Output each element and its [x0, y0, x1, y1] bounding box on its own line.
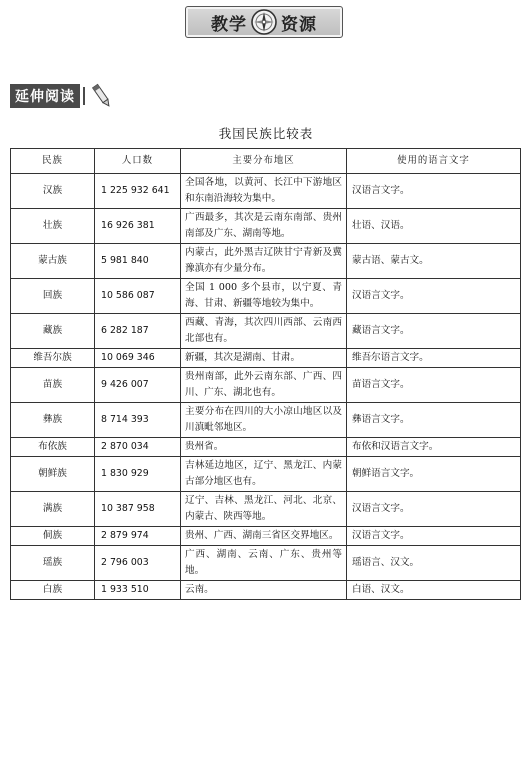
- header-banner: [185, 6, 343, 38]
- cell-distribution: 吉林延边地区，辽宁、黑龙江、内蒙古部分地区也有。: [181, 457, 347, 492]
- cell-distribution: 新疆，其次是湖南、甘肃。: [181, 349, 347, 368]
- cell-distribution: 全国 1 000 多个县市，以宁夏、青海、甘肃、新疆等地较为集中。: [181, 279, 347, 314]
- cell-ethnic-group: 壮族: [11, 209, 95, 244]
- cell-distribution: 贵州南部，此外云南东部、广西、四川、广东、湖北也有。: [181, 368, 347, 403]
- cell-population: 1 225 932 641: [95, 174, 181, 209]
- table-header-row: [11, 149, 521, 174]
- cell-distribution: 内蒙古，此外黑吉辽陕甘宁青新及冀豫滇亦有少量分布。: [181, 244, 347, 279]
- cell-language: 苗语言文字。: [347, 368, 521, 403]
- cell-distribution: 全国各地，以黄河、长江中下游地区和东南沿海较为集中。: [181, 174, 347, 209]
- cell-distribution: 贵州省。: [181, 438, 347, 457]
- table-row: [11, 438, 521, 457]
- table-row: [11, 368, 521, 403]
- cell-language: 壮语、汉语。: [347, 209, 521, 244]
- cell-language: 藏语言文字。: [347, 314, 521, 349]
- cell-ethnic-group: 侗族: [11, 527, 95, 546]
- banner-text-left: 教学: [211, 14, 247, 35]
- cell-population: 1 830 929: [95, 457, 181, 492]
- cell-distribution: 主要分布在四川的大小凉山地区以及川滇毗邻地区。: [181, 403, 347, 438]
- cell-population: 10 586 087: [95, 279, 181, 314]
- cell-distribution: 广西、湖南、云南、广东、贵州等地。: [181, 546, 347, 581]
- table-row: [11, 314, 521, 349]
- cell-distribution: 贵州、广西、湖南三省区交界地区。: [181, 527, 347, 546]
- table-row: [11, 492, 521, 527]
- cell-language: 汉语言文字。: [347, 279, 521, 314]
- table-row: [11, 174, 521, 209]
- cell-population: 10 387 958: [95, 492, 181, 527]
- table-body: [11, 174, 521, 600]
- cell-language: 汉语言文字。: [347, 492, 521, 527]
- cell-distribution: 广西最多，其次是云南东南部、贵州南部及广东、湖南等地。: [181, 209, 347, 244]
- header-ethnic-group: 民族: [11, 149, 95, 174]
- table-row: [11, 244, 521, 279]
- cell-ethnic-group: 汉族: [11, 174, 95, 209]
- header-distribution: 主要分布地区: [181, 149, 347, 174]
- section-label: 延伸阅读: [10, 84, 80, 108]
- header-population: 人口数: [95, 149, 181, 174]
- table-row: [11, 546, 521, 581]
- table-row: [11, 209, 521, 244]
- cell-population: 5 981 840: [95, 244, 181, 279]
- cell-ethnic-group: 苗族: [11, 368, 95, 403]
- table-row: [11, 349, 521, 368]
- cell-population: 1 933 510: [95, 581, 181, 600]
- cell-ethnic-group: 朝鲜族: [11, 457, 95, 492]
- table-title: 我国民族比较表: [218, 126, 314, 141]
- cell-ethnic-group: 彝族: [11, 403, 95, 438]
- cell-population: 10 069 346: [95, 349, 181, 368]
- cell-language: 汉语言文字。: [347, 174, 521, 209]
- cell-ethnic-group: 藏族: [11, 314, 95, 349]
- header-language: 使用的语言文字: [347, 149, 521, 174]
- cell-language: 白语、汉文。: [347, 581, 521, 600]
- table-row: [11, 403, 521, 438]
- cell-distribution: 辽宁、吉林、黑龙江、河北、北京、内蒙古、陕西等地。: [181, 492, 347, 527]
- cell-population: 9 426 007: [95, 368, 181, 403]
- table-row: [11, 527, 521, 546]
- table-row: [11, 581, 521, 600]
- cell-language: 瑶语言、汉文。: [347, 546, 521, 581]
- table-row: [11, 279, 521, 314]
- cell-ethnic-group: 满族: [11, 492, 95, 527]
- cell-population: 2 796 003: [95, 546, 181, 581]
- cell-language: 维吾尔语言文字。: [347, 349, 521, 368]
- ethnic-groups-table: [10, 148, 521, 600]
- banner-text-right: 资源: [281, 14, 317, 35]
- cell-distribution: 西藏、青海，其次四川西部、云南西北部也有。: [181, 314, 347, 349]
- cell-ethnic-group: 白族: [11, 581, 95, 600]
- pen-icon: [91, 83, 113, 109]
- section-header: [10, 84, 113, 108]
- cell-ethnic-group: 回族: [11, 279, 95, 314]
- compass-icon: [249, 7, 279, 37]
- cell-language: 彝语言文字。: [347, 403, 521, 438]
- cell-population: 16 926 381: [95, 209, 181, 244]
- cell-distribution: 云南。: [181, 581, 347, 600]
- cell-population: 6 282 187: [95, 314, 181, 349]
- cell-language: 布依和汉语言文字。: [347, 438, 521, 457]
- cell-ethnic-group: 蒙古族: [11, 244, 95, 279]
- cell-ethnic-group: 维吾尔族: [11, 349, 95, 368]
- cell-language: 蒙古语、蒙古文。: [347, 244, 521, 279]
- cell-ethnic-group: 布依族: [11, 438, 95, 457]
- cell-population: 2 870 034: [95, 438, 181, 457]
- cell-ethnic-group: 瑶族: [11, 546, 95, 581]
- cell-population: 8 714 393: [95, 403, 181, 438]
- table-row: [11, 457, 521, 492]
- cell-language: 汉语言文字。: [347, 527, 521, 546]
- cell-language: 朝鲜语言文字。: [347, 457, 521, 492]
- section-divider: [83, 87, 85, 105]
- cell-population: 2 879 974: [95, 527, 181, 546]
